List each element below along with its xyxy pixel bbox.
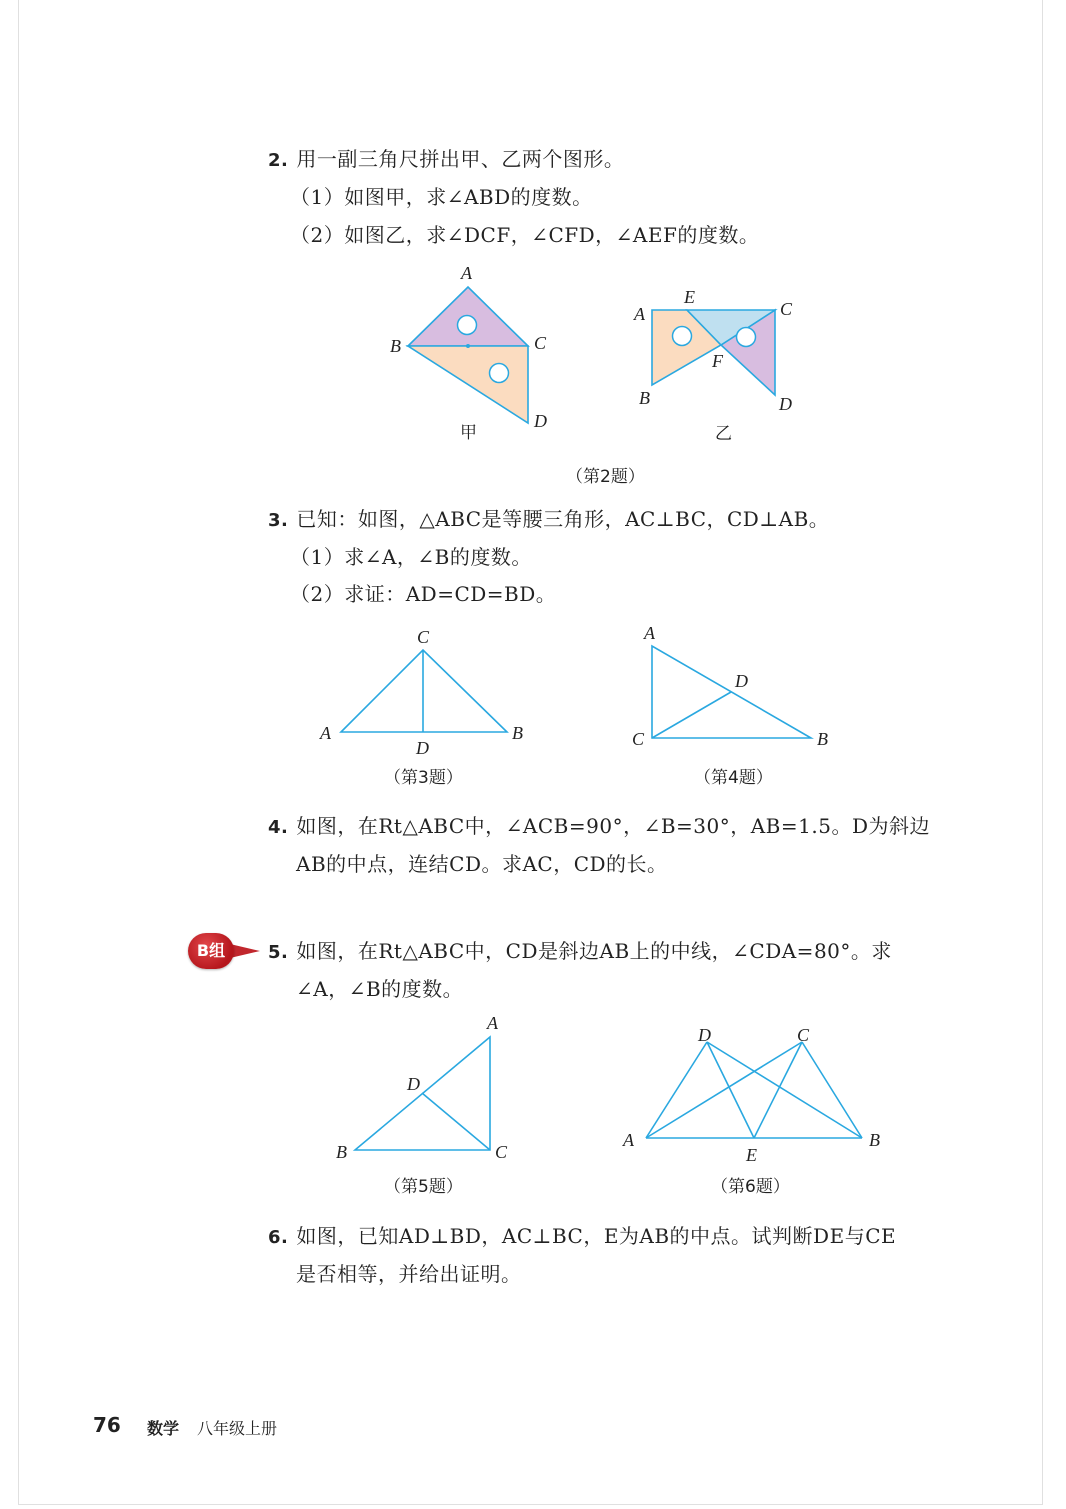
b-group-arrow xyxy=(230,944,260,958)
yi-hole-right xyxy=(737,328,756,347)
q2-stem xyxy=(268,146,624,174)
yi-label-b: B xyxy=(639,388,650,408)
jia-midpoint xyxy=(466,344,470,348)
figure-q5 xyxy=(330,1010,530,1165)
q3-triangle-abc xyxy=(341,650,507,732)
q6-label-e: E xyxy=(746,1145,757,1165)
footer-subject: 数学 xyxy=(147,1419,180,1438)
q4-label-c: C xyxy=(632,729,645,749)
q3-sub2: （2）求证：AD=CD=BD。 xyxy=(290,582,557,606)
q3-label-c: C xyxy=(417,627,430,647)
page-number: 76 xyxy=(93,1413,121,1437)
q4-segment-cd xyxy=(652,692,731,738)
q3-label-a: A xyxy=(320,723,331,743)
q4-line2: AB的中点，连结CD。求AC，CD的长。 xyxy=(296,852,668,876)
q4-caption: （第4题） xyxy=(694,768,773,788)
q2-number: 2. xyxy=(268,150,289,171)
yi-label-a: A xyxy=(634,304,645,324)
q4-label-a: A xyxy=(644,623,655,643)
q2-sub1: （1）如图甲，求∠ABD的度数。 xyxy=(290,185,593,209)
footer-grade: 八年级上册 xyxy=(197,1419,278,1438)
q6-label-b: B xyxy=(869,1130,880,1150)
q3-stem xyxy=(268,506,829,534)
q5-label-a: A xyxy=(487,1013,498,1033)
figure-q3 xyxy=(310,625,540,765)
q6-label-d: D xyxy=(698,1025,711,1045)
yi-hole-left xyxy=(673,327,692,346)
q4-line1-text: 如图，在Rt△ABC中，∠ACB=90°，∠B=30°，AB=1.5。D为斜边 xyxy=(296,814,930,838)
yi-label-c: C xyxy=(780,299,793,319)
q5-line1-text: 如图，在Rt△ABC中，CD是斜边AB上的中线，∠CDA=80°。求 xyxy=(296,939,892,963)
q4-number: 4. xyxy=(268,817,289,838)
jia-hole-bottom xyxy=(490,364,509,383)
q5-label-d: D xyxy=(407,1074,420,1094)
figure-jia xyxy=(380,258,580,448)
jia-label-c: C xyxy=(534,333,547,353)
q3-caption: （第3题） xyxy=(384,768,463,788)
q6-label-a: A xyxy=(623,1130,634,1150)
q5-segment-cd xyxy=(422,1093,490,1150)
q3-label-b: B xyxy=(512,723,523,743)
q6-caption: （第6题） xyxy=(711,1177,790,1197)
q6-label-c: C xyxy=(797,1025,810,1045)
q5-line1 xyxy=(268,938,892,966)
q6-segment-ad xyxy=(646,1042,707,1138)
q3-sub1: （1）求∠A，∠B的度数。 xyxy=(290,545,532,569)
jia-figure-name: 甲 xyxy=(460,423,477,443)
jia-label-d: D xyxy=(534,411,547,431)
jia-label-a: A xyxy=(461,263,472,283)
q3-label-d: D xyxy=(416,738,429,758)
figure-yi xyxy=(625,285,805,450)
yi-label-d: D xyxy=(779,394,792,414)
q6-line1 xyxy=(268,1223,896,1251)
q6-segment-cb xyxy=(802,1042,862,1138)
jia-label-b: B xyxy=(390,336,401,356)
q6-line2: 是否相等，并给出证明。 xyxy=(296,1262,522,1286)
q2-caption: （第2题） xyxy=(566,467,645,487)
q6-line1-text: 如图，已知AD⊥BD，AC⊥BC，E为AB的中点。试判断DE与CE xyxy=(296,1224,897,1248)
q5-number: 5. xyxy=(268,942,289,963)
q6-number: 6. xyxy=(268,1227,289,1248)
q4-label-b: B xyxy=(817,729,828,749)
yi-label-e: E xyxy=(684,287,695,307)
q3-stem-text: 已知：如图，△ABC是等腰三角形，AC⊥BC，CD⊥AB。 xyxy=(296,507,830,531)
q5-line2: ∠A，∠B的度数。 xyxy=(296,977,464,1001)
yi-figure-name: 乙 xyxy=(715,424,732,444)
figure-q4 xyxy=(625,620,845,760)
figure-q6 xyxy=(615,1020,890,1170)
q2-sub2: （2）如图乙，求∠DCF，∠CFD，∠AEF的度数。 xyxy=(290,223,760,247)
q2-stem-text: 用一副三角尺拼出甲、乙两个图形。 xyxy=(296,147,625,171)
q5-label-c: C xyxy=(495,1142,508,1162)
b-group-badge: B组 xyxy=(188,933,234,969)
yi-label-f: F xyxy=(712,351,723,371)
q4-label-d: D xyxy=(735,671,748,691)
jia-triangle-bcd xyxy=(408,346,528,423)
jia-hole-top xyxy=(458,316,477,335)
q3-number: 3. xyxy=(268,510,289,531)
q4-line1 xyxy=(268,813,930,841)
q5-label-b: B xyxy=(336,1142,347,1162)
q5-caption: （第5题） xyxy=(384,1177,463,1197)
